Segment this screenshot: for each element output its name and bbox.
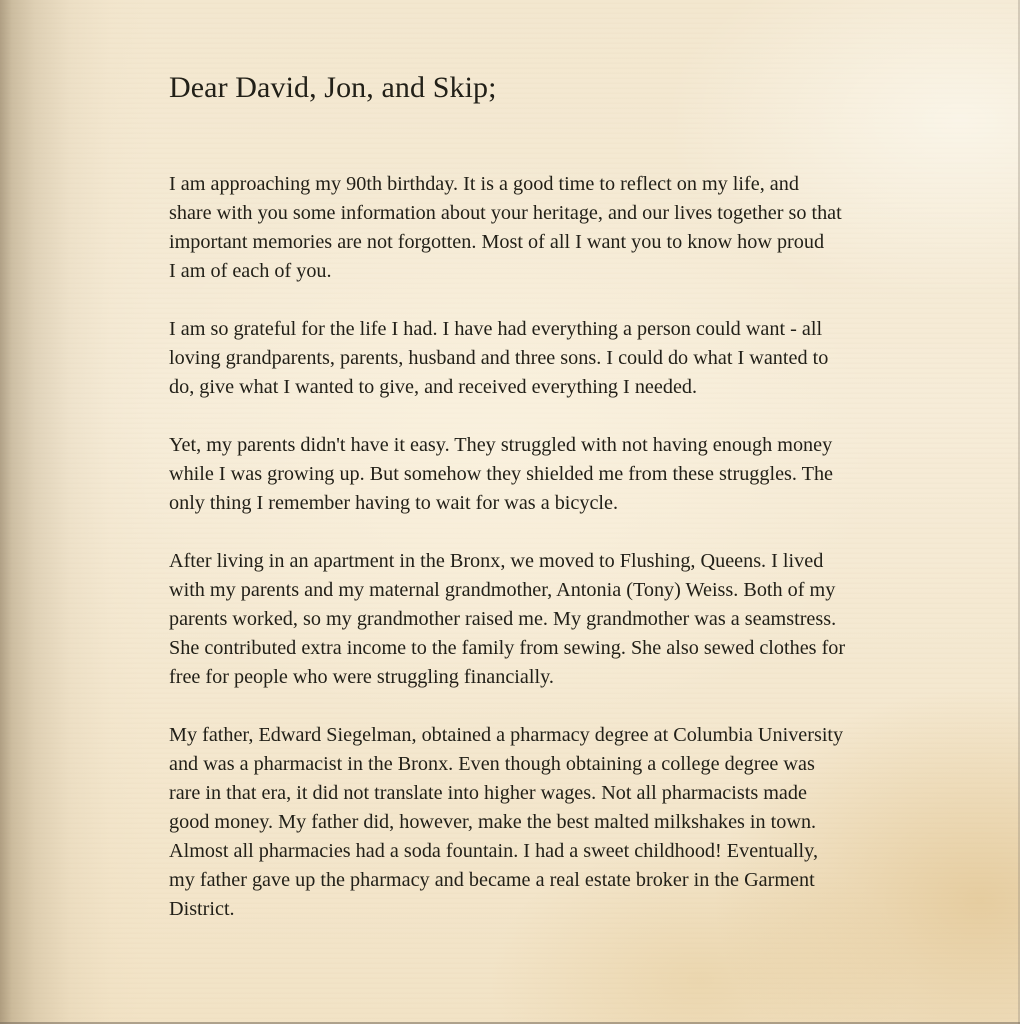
text-line: Almost all pharmacies had a soda fountain. I had a sweet childhood! Eventually, (169, 840, 818, 862)
text-line: parents worked, so my grandmother raised me. My grandmother was a seamstress. (169, 608, 837, 630)
letter-paragraph (169, 547, 969, 692)
letter-salutation: Dear David, Jon, and Skip; (169, 71, 497, 104)
text-line: good money. My father did, however, make the best malted milkshakes in town. (169, 811, 817, 833)
letter-body (169, 170, 969, 924)
text-line: I am so grateful for the life I had. I have had everything a person could want - all (169, 318, 823, 340)
text-line: I am approaching my 90th birthday. It is a good time to reflect on my life, and (169, 173, 799, 195)
letter-paragraph (169, 431, 969, 518)
text-line: only thing I remember having to wait for was a bicycle. (169, 492, 619, 514)
letter-paragraph (169, 315, 969, 402)
text-line: share with you some information about your heritage, and our lives together so that (169, 202, 842, 224)
text-line: important memories are not forgotten. Most of all I want you to know how proud (169, 231, 825, 253)
text-line: Yet, my parents didn't have it easy. They struggled with not having enough money (169, 434, 833, 456)
text-line: loving grandparents, parents, husband and three sons. I could do what I wanted to (169, 347, 829, 369)
text-line: rare in that era, it did not translate into higher wages. Not all pharmacists made (169, 782, 807, 804)
letter-content (169, 66, 969, 953)
text-line: free for people who were struggling financially. (169, 666, 554, 688)
text-line: do, give what I wanted to give, and received everything I needed. (169, 376, 698, 398)
text-line: and was a pharmacist in the Bronx. Even though obtaining a college degree was (169, 753, 815, 775)
text-line: She contributed extra income to the family from sewing. She also sewed clothes for (169, 637, 846, 659)
text-line: while I was growing up. But somehow they shielded me from these struggles. The (169, 463, 834, 485)
text-line: my father gave up the pharmacy and became a real estate broker in the Garment (169, 869, 815, 891)
book-spine-shadow (0, 0, 150, 1024)
letter-paragraph (169, 170, 969, 286)
text-line: I am of each of you. (169, 260, 332, 282)
text-line: District. (169, 898, 235, 920)
text-line: My father, Edward Siegelman, obtained a pharmacy degree at Columbia University (169, 724, 844, 746)
text-line: with my parents and my maternal grandmother, Antonia (Tony) Weiss. Both of my (169, 579, 836, 601)
letter-paragraph (169, 721, 969, 924)
text-line: After living in an apartment in the Bronx, we moved to Flushing, Queens. I lived (169, 550, 824, 572)
